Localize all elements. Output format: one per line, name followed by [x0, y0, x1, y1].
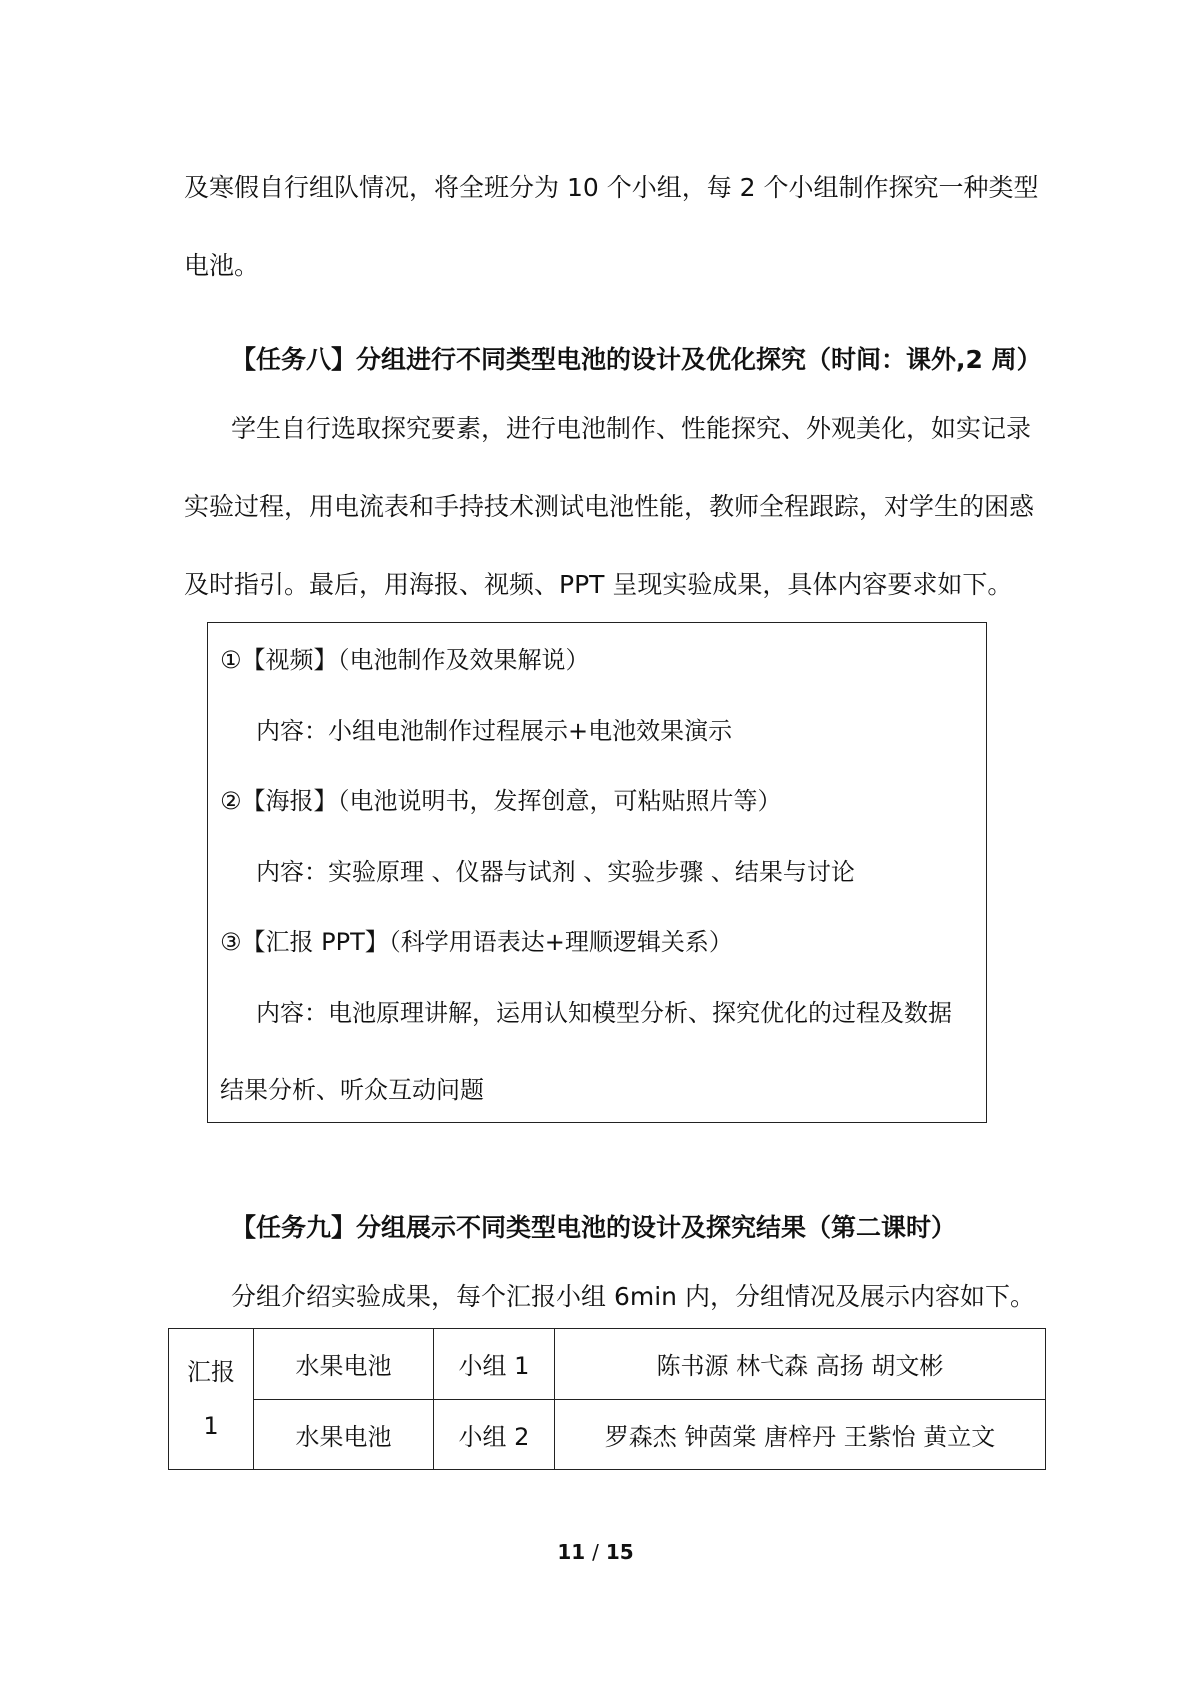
page-separator: /: [592, 1540, 599, 1564]
group-name-cell: 小组 1: [434, 1329, 555, 1400]
task9-line-1: 分组介绍实验成果，每个汇报小组 6min 内，分组情况及展示内容如下。: [231, 1282, 1035, 1311]
battery-type-cell: 水果电池: [254, 1399, 434, 1470]
report-number-cell: [169, 1329, 254, 1470]
report-number: 1: [203, 1412, 219, 1440]
members-cell: 陈书源 林弋森 高扬 胡文彬: [555, 1329, 1046, 1400]
ppt-title: ③【汇报 PPT】（科学用语表达+理顺逻辑关系）: [220, 928, 733, 956]
video-content: 内容：小组电池制作过程展示+电池效果演示: [256, 717, 733, 745]
task9-heading: 【任务九】分组展示不同类型电池的设计及探究结果（第二课时）: [231, 1213, 957, 1242]
task8-line-1: 学生自行选取探究要素，进行电池制作、性能探究、外观美化，如实记录: [231, 414, 1032, 443]
group-table: [168, 1328, 1046, 1470]
members-cell: 罗森杰 钟茵棠 唐梓丹 王紫怡 黄立文: [555, 1399, 1046, 1470]
group-name-cell: 小组 2: [434, 1399, 555, 1470]
task8-line-2: 实验过程，用电流表和手持技术测试电池性能，教师全程跟踪，对学生的困惑: [184, 492, 1035, 521]
battery-type-cell: 水果电池: [254, 1329, 434, 1400]
task8-line-3: 及时指引。最后，用海报、视频、PPT 呈现实验成果，具体内容要求如下。: [184, 570, 1013, 599]
report-label: 汇报: [187, 1358, 235, 1386]
page-footer: [0, 1540, 1191, 1564]
requirements-box: [207, 622, 987, 1123]
ppt-content-line-1: 内容：电池原理讲解，运用认知模型分析、探究优化的过程及数据: [256, 999, 952, 1027]
task8-heading: 【任务八】分组进行不同类型电池的设计及优化探究（时间：课外,2 周）: [231, 345, 1042, 374]
table-row: [169, 1399, 1046, 1470]
page-total: 15: [605, 1540, 634, 1564]
poster-content: 内容：实验原理 、仪器与试剂 、实验步骤 、结果与讨论: [256, 858, 855, 886]
intro-line-1: 及寒假自行组队情况，将全班分为 10 个小组，每 2 个小组制作探究一种类型: [184, 173, 1039, 202]
table-row: [169, 1329, 1046, 1400]
poster-title: ②【海报】（电池说明书，发挥创意，可粘贴照片等）: [220, 787, 782, 815]
video-title: ①【视频】（电池制作及效果解说）: [220, 646, 590, 674]
ppt-content-line-2: 结果分析、听众互动问题: [220, 1076, 484, 1104]
intro-line-2: 电池。: [184, 251, 260, 280]
page-number: 11: [557, 1540, 586, 1564]
